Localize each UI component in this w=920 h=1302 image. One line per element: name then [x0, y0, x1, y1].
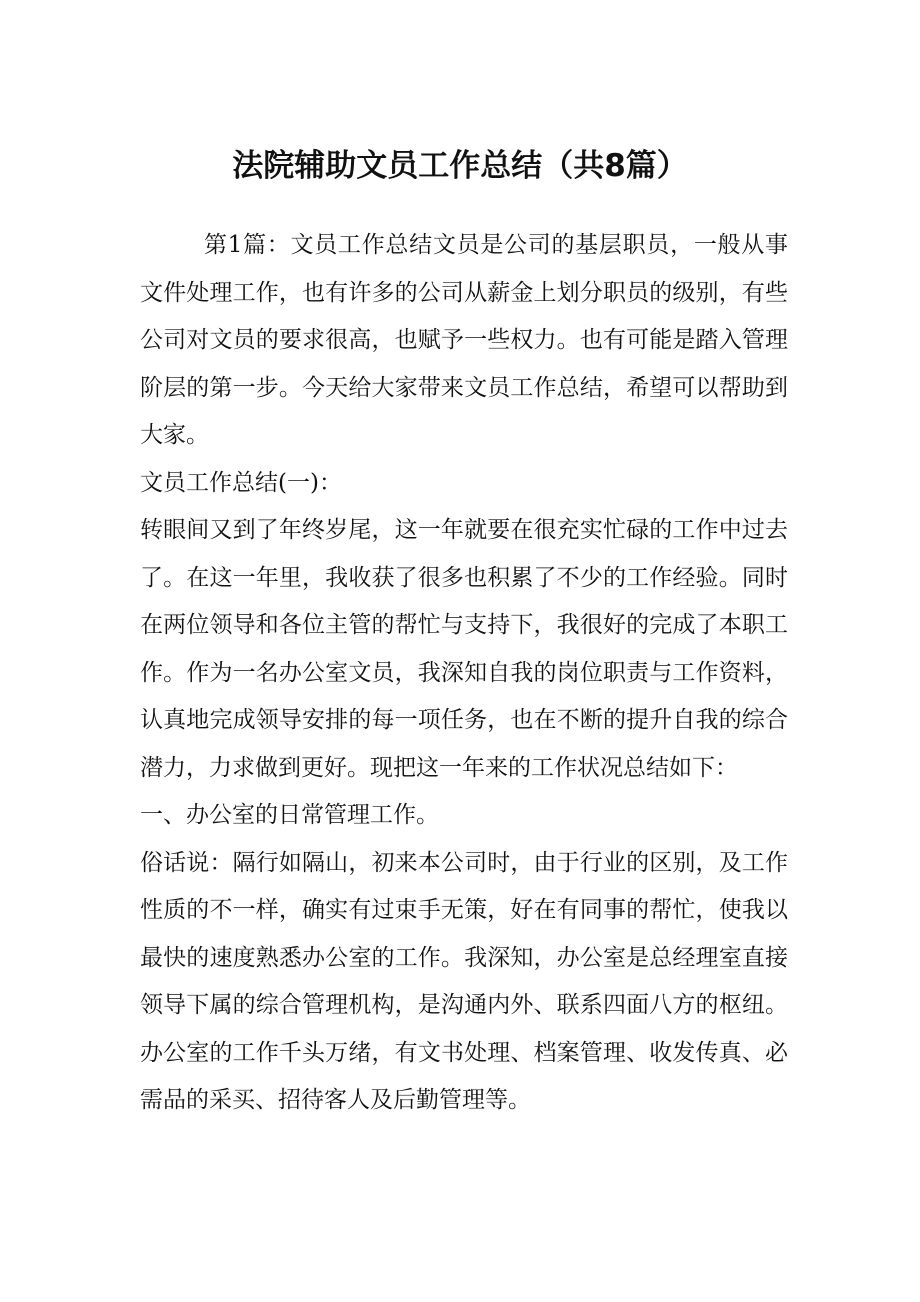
- paragraph-summary: 转眼间又到了年终岁尾，这一年就要在很充实忙碌的工作中过去了。在这一年里，我收获了很多也积累了不少的工作经验。同时在两位领导和各位主管的帮忙与支持下，我很好的完成了本职工作。作为一名办公室文员，我深知自我的岗位职责与工作资料，认真地完成领导安排的每一项任务，也在不断的提升自我的综合潜力，力求做到更好。现把这一年来的工作状况总结如下：: [140, 517, 788, 781]
- section-heading-office: 一、办公室的日常管理工作。: [140, 802, 439, 828]
- document-title: 法院辅助文员工作总结（共8篇）: [232, 148, 688, 184]
- paragraph-intro: 第1篇：文员工作总结文员是公司的基层职员，一般从事文件处理工作，也有许多的公司从薪金上划分职员的级别，有些公司对文员的要求很高，也赋予一些权力。也有可能是踏入管理阶层的第一步。今天给大家带来文员工作总结，希望可以帮助到大家。: [140, 232, 788, 448]
- document-body: [140, 222, 788, 1125]
- section-heading-1: 文员工作总结(一)：: [140, 469, 342, 496]
- paragraph-office: 俗话说：隔行如隔山，初来本公司时，由于行业的区别，及工作性质的不一样，确实有过束手无策，好在有同事的帮忙，使我以最快的速度熟悉办公室的工作。我深知，办公室是总经理室直接领导下属的综合管理机构，是沟通内外、联系四面八方的枢纽。办公室的工作千头万绪，有文书处理、档案管理、收发传真、必需品的采买、招待客人及后勤管理等。: [140, 849, 788, 1113]
